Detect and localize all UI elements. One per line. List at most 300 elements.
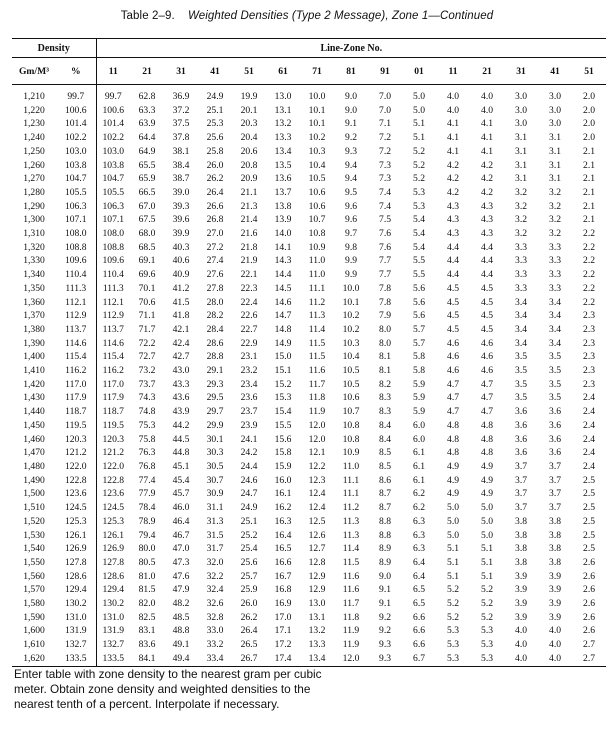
density-cell: 1,420 [23,378,45,390]
zone-column-header: 51 [232,58,266,85]
density-cell: 1,580 [23,598,45,610]
zone-value-cell: 10.6 [308,186,326,198]
table-row [12,652,606,666]
zone-value-cell: 3.7 [515,474,528,486]
zone-value-cell: 16.9 [274,598,292,610]
zone-value-cell: 2.4 [583,419,596,431]
zone-value-cell: 3.3 [515,269,528,281]
zone-value-cell: 4.6 [481,365,494,377]
zone-value-cell: 39.9 [172,228,190,240]
table-row [12,268,606,282]
zone-value-cell: 5.2 [413,159,426,171]
zone-value-cell: 10.4 [342,351,360,363]
zone-value-cell: 2.1 [583,159,596,171]
zone-value-cell: 25.2 [240,529,258,541]
zone-value-cell: 11.1 [342,488,360,500]
zone-value-cell: 4.0 [515,639,528,651]
zone-value-cell: 3.8 [549,529,562,541]
percent-cell: 120.3 [56,433,96,447]
zone-value-cell: 5.3 [413,200,426,212]
zone-value-cell: 13.4 [300,652,334,666]
zone-value-cell: 41.8 [172,310,190,322]
zone-value-cell: 4.9 [447,474,460,486]
zone-value-cell: 4.0 [447,91,460,102]
zone-value-cell: 10.8 [342,419,360,431]
zone-value-cell: 2.2 [583,255,596,267]
zone-value-cell: 10.9 [308,241,326,253]
zone-value-cell: 11.6 [308,365,326,377]
zone-value-cell: 26.6 [206,200,224,212]
zone-value-cell: 7.0 [379,91,392,102]
zone-value-cell: 23.1 [240,351,258,363]
zone-value-cell: 5.1 [481,556,494,568]
zone-value-cell: 29.7 [206,406,224,418]
percent-cell: 127.8 [56,556,96,570]
table-number: Table 2–9. [120,10,175,22]
zone-column-header: 41 [198,58,232,85]
density-cell: 1,610 [23,639,45,651]
percent-cell: 122.8 [56,474,96,488]
density-cell: 1,210 [23,91,45,102]
zone-value-cell: 9.0 [345,104,358,116]
zone-value-cell: 27.8 [206,282,224,294]
percent-cell: 103.0 [56,145,96,159]
density-cell: 1,500 [23,488,45,500]
zone-value-cell: 80.5 [138,556,156,568]
table-row [12,405,606,419]
percent-cell: 99.7 [56,85,96,104]
table-row [12,570,606,584]
zone-value-cell: 16.4 [274,529,292,541]
table-row [12,542,606,556]
zone-value-cell: 3.3 [515,241,528,253]
zone-value-cell: 45.1 [172,460,190,472]
zone-column-header: 31 [504,58,538,85]
zone-value-cell: 48.2 [172,598,190,610]
zone-value-cell: 15.0 [274,351,292,363]
zone-value-cell: 11.5 [308,337,326,349]
zone-value-cell: 117.9 [102,392,124,404]
zone-value-cell: 30.3 [206,447,224,459]
zone-value-cell: 4.5 [447,323,460,335]
zone-value-cell: 20.9 [240,173,258,185]
table-row [12,611,606,625]
density-cell: 1,400 [23,351,45,363]
density-cell: 1,590 [23,611,45,623]
zone-value-cell: 133.5 [96,652,130,666]
zone-value-cell: 41.2 [172,282,190,294]
zone-value-cell: 71.7 [138,323,156,335]
zone-value-cell: 13.3 [274,132,292,144]
density-cell: 1,270 [23,173,45,185]
zone-value-cell: 9.6 [345,200,358,212]
zone-value-cell: 130.2 [102,598,125,610]
zone-value-cell: 12.4 [308,502,326,514]
zone-value-cell: 3.0 [515,104,528,116]
zone-value-cell: 2.5 [583,543,596,555]
zone-value-cell: 6.6 [413,639,426,651]
zone-value-cell: 26.2 [240,611,258,623]
zone-value-cell: 3.7 [549,460,562,472]
zone-value-cell: 78.9 [138,515,156,527]
zone-value-cell: 7.4 [379,186,392,198]
zone-value-cell: 6.1 [413,447,426,459]
zone-value-cell: 122.8 [102,474,125,486]
zone-value-cell: 5.2 [481,584,494,596]
zone-value-cell: 5.1 [481,570,494,582]
table-title [0,10,614,22]
zone-value-cell: 120.3 [102,433,125,445]
zone-value-cell: 4.4 [481,255,494,267]
zone-value-cell: 114.6 [102,337,124,349]
zone-value-cell: 4.2 [481,173,494,185]
zone-value-cell: 4.4 [447,255,460,267]
zone-value-cell: 3.1 [549,145,562,157]
zone-value-cell: 48.5 [172,611,190,623]
zone-value-cell: 71.1 [138,310,156,322]
zone-value-cell: 32.2 [206,570,224,582]
zone-value-cell: 36.9 [172,91,190,102]
zone-value-cell: 8.6 [379,474,392,486]
zone-value-cell: 10.1 [308,118,326,130]
zone-value-cell: 23.7 [240,406,258,418]
zone-value-cell: 3.9 [515,570,528,582]
table-body [12,85,606,667]
zone-value-cell: 2.2 [583,282,596,294]
zone-value-cell: 3.8 [515,529,528,541]
zone-value-cell: 8.0 [379,323,392,335]
table-row [12,337,606,351]
zone-value-cell: 106.3 [102,200,125,212]
zone-value-cell: 4.4 [447,269,460,281]
zone-value-cell: 2.6 [583,611,596,623]
zone-value-cell: 4.0 [447,104,460,116]
zone-value-cell: 13.4 [274,145,292,157]
zone-value-cell: 11.9 [308,406,326,418]
zone-value-cell: 6.3 [413,529,426,541]
zone-value-cell: 7.2 [379,145,392,157]
zone-value-cell: 4.7 [481,392,494,404]
zone-value-cell: 5.1 [447,543,460,555]
zone-value-cell: 19.9 [240,91,258,102]
density-cell: 1,390 [23,337,45,349]
zone-value-cell: 30.7 [206,474,224,486]
zone-value-cell: 3.1 [549,173,562,185]
table-row [12,597,606,611]
zone-value-cell: 9.9 [345,269,358,281]
zone-value-cell: 3.0 [549,104,562,116]
zone-value-cell: 72.2 [138,337,156,349]
zone-value-cell: 15.3 [274,392,292,404]
zone-value-cell: 5.6 [413,296,426,308]
zone-value-cell: 46.4 [172,515,190,527]
zone-value-cell: 9.4 [345,173,358,185]
density-cell: 1,370 [23,310,45,322]
zone-value-cell: 3.3 [515,255,528,267]
zone-value-cell: 2.2 [583,269,596,281]
zone-value-cell: 13.6 [274,173,292,185]
zone-value-cell: 13.0 [308,598,326,610]
zone-value-cell: 3.3 [515,282,528,294]
zone-value-cell: 65.5 [138,159,156,171]
zone-value-cell: 38.7 [172,173,190,185]
percent-cell: 101.4 [56,117,96,131]
zone-value-cell: 12.9 [308,570,326,582]
zone-value-cell: 6.5 [413,584,426,596]
zone-value-cell: 9.8 [345,241,358,253]
zone-value-cell: 22.3 [240,282,258,294]
zone-value-cell: 3.0 [549,118,562,130]
zone-value-cell: 16.5 [274,543,292,555]
zone-value-cell: 4.8 [447,433,460,445]
zone-value-cell: 8.8 [379,515,392,527]
zone-value-cell: 131.0 [102,611,125,623]
zone-value-cell: 3.6 [515,406,528,418]
zone-value-cell: 4.0 [549,625,562,637]
table-caption: Weighted Densities (Type 2 Message), Zone 1—Continued [187,10,494,22]
percent-cell: 112.9 [56,309,96,323]
zone-value-cell: 4.4 [481,269,494,281]
zone-value-cell: 2.2 [583,241,596,253]
zone-value-cell: 8.7 [379,502,392,514]
zone-value-cell: 4.5 [447,310,460,322]
zone-value-cell: 5.2 [447,611,460,623]
percent-cell: 106.3 [56,200,96,214]
zone-value-cell: 7.6 [379,228,392,240]
zone-value-cell: 64.9 [138,145,156,157]
zone-value-cell: 2.1 [583,186,596,198]
zone-value-cell: 73.2 [138,365,156,377]
zone-value-cell: 11.1 [308,282,326,294]
zone-value-cell: 21.1 [240,186,258,198]
zone-value-cell: 43.6 [172,392,190,404]
zone-value-cell: 3.1 [515,173,528,185]
zone-value-cell: 7.8 [379,296,392,308]
zone-value-cell: 69.6 [138,269,156,281]
zone-value-cell: 3.7 [549,474,562,486]
density-cell: 1,220 [23,104,45,116]
zone-value-cell: 6.3 [413,543,426,555]
zone-value-cell: 5.9 [413,378,426,390]
zone-value-cell: 7.9 [379,310,392,322]
zone-value-cell: 7.3 [379,173,392,185]
zone-value-cell: 15.8 [274,447,292,459]
zone-value-cell: 112.1 [102,296,124,308]
zone-value-cell: 4.1 [447,118,460,130]
zone-value-cell: 3.0 [549,91,562,102]
zone-value-cell: 6.0 [413,433,426,445]
zone-value-cell: 119.5 [102,419,124,431]
zone-value-cell: 9.1 [379,584,392,596]
zone-value-cell: 100.6 [102,104,125,116]
zone-value-cell: 15.2 [274,378,292,390]
zone-value-cell: 4.1 [481,118,494,130]
density-cell: 1,460 [23,433,45,445]
zone-value-cell: 14.3 [274,255,292,267]
zone-value-cell: 20.6 [240,145,258,157]
zone-value-cell: 11.8 [342,611,360,623]
zone-value-cell: 27.0 [206,228,224,240]
table-row [12,131,606,145]
percent-cell: 118.7 [56,405,96,419]
percent-cell: 130.2 [56,597,96,611]
zone-value-cell: 76.3 [138,447,156,459]
zone-value-cell: 11.9 [342,639,360,651]
table-row [12,241,606,255]
zone-value-cell: 8.9 [379,543,392,555]
zone-value-cell: 15.4 [274,406,292,418]
zone-value-cell: 9.2 [379,611,392,623]
table-row [12,391,606,405]
zone-value-cell: 2.5 [583,474,596,486]
zone-value-cell: 3.4 [515,337,528,349]
zone-value-cell: 2.6 [583,570,596,582]
zone-value-cell: 7.2 [379,132,392,144]
percent-cell: 128.6 [56,570,96,584]
zone-value-cell: 2.7 [572,652,606,666]
zone-value-cell: 3.1 [549,132,562,144]
zone-value-cell: 15.6 [274,433,292,445]
density-column-header: Gm/M³ [12,58,56,85]
zone-value-cell: 4.5 [481,323,494,335]
zone-value-cell: 102.2 [102,132,125,144]
zone-value-cell: 20.4 [240,132,258,144]
zone-value-cell: 82.5 [138,611,156,623]
zone-value-cell: 4.7 [447,406,460,418]
zone-value-cell: 25.3 [206,118,224,130]
zone-value-cell: 16.3 [274,515,292,527]
zone-value-cell: 5.1 [481,543,494,555]
zone-value-cell: 47.9 [172,584,190,596]
density-cell: 1,600 [23,625,45,637]
zone-value-cell: 9.3 [368,652,402,666]
zone-value-cell: 5.3 [447,625,460,637]
zone-value-cell: 11.1 [342,474,360,486]
zone-value-cell: 8.5 [379,460,392,472]
zone-value-cell: 2.1 [583,173,596,185]
zone-value-cell: 3.0 [515,118,528,130]
zone-value-cell: 16.1 [274,488,292,500]
zone-value-cell: 40.3 [172,241,190,253]
zone-value-cell: 122.0 [102,460,125,472]
zone-value-cell: 4.0 [549,639,562,651]
zone-value-cell: 4.3 [447,228,460,240]
zone-value-cell: 4.4 [481,241,494,253]
zone-value-cell: 6.0 [413,419,426,431]
zone-value-cell: 4.2 [481,159,494,171]
zone-value-cell: 3.1 [515,159,528,171]
zone-value-cell: 129.4 [102,584,125,596]
zone-value-cell: 2.3 [583,337,596,349]
zone-value-cell: 123.6 [102,488,125,500]
zone-value-cell: 5.0 [481,529,494,541]
zone-value-cell: 126.9 [102,543,125,555]
zone-value-cell: 3.5 [515,365,528,377]
zone-value-cell: 9.5 [345,186,358,198]
percent-cell: 108.0 [56,227,96,241]
zone-value-cell: 5.0 [481,515,494,527]
zone-value-cell: 5.8 [413,365,426,377]
density-cell: 1,330 [23,255,45,267]
zone-value-cell: 101.4 [102,118,125,130]
zone-value-cell: 3.2 [515,200,528,212]
percent-cell: 117.9 [56,391,96,405]
zone-value-cell: 2.5 [583,529,596,541]
zone-value-cell: 5.4 [413,228,426,240]
zone-value-cell: 49.1 [172,639,190,651]
zone-value-cell: 3.1 [515,132,528,144]
zone-value-cell: 9.3 [345,145,358,157]
zone-value-cell: 4.9 [481,488,494,500]
zone-value-cell: 4.9 [481,474,494,486]
zone-value-cell: 21.4 [240,214,258,226]
percent-cell: 131.9 [56,624,96,638]
zone-value-cell: 22.1 [240,269,258,281]
zone-value-cell: 29.1 [206,365,224,377]
percent-cell: 132.7 [56,638,96,652]
zone-value-cell: 6.6 [413,625,426,637]
zone-value-cell: 72.7 [138,351,156,363]
zone-value-cell: 3.8 [549,556,562,568]
zone-value-cell: 9.2 [379,625,392,637]
zone-value-cell: 68.0 [138,228,156,240]
percent-cell: 119.5 [56,419,96,433]
percent-cell: 109.6 [56,254,96,268]
zone-value-cell: 21.6 [240,228,258,240]
zone-value-cell: 65.9 [138,173,156,185]
zone-value-cell: 8.1 [379,351,392,363]
table-row [12,309,606,323]
percent-cell: 116.2 [56,364,96,378]
zone-value-cell: 131.9 [102,625,125,637]
zone-value-cell: 3.6 [549,419,562,431]
zone-value-cell: 2.3 [583,310,596,322]
zone-value-cell: 45.4 [172,474,190,486]
zone-value-cell: 25.9 [240,584,258,596]
zone-value-cell: 33.2 [206,639,224,651]
zone-value-cell: 42.4 [172,337,190,349]
zone-value-cell: 10.4 [308,159,326,171]
zone-value-cell: 12.1 [308,447,326,459]
zone-value-cell: 15.1 [274,365,292,377]
zone-value-cell: 5.1 [447,570,460,582]
zone-value-cell: 3.2 [515,228,528,240]
zone-value-cell: 113.7 [102,323,124,335]
zone-value-cell: 3.0 [515,91,528,102]
table-row [12,515,606,529]
density-cell: 1,260 [23,159,45,171]
zone-value-cell: 2.4 [583,433,596,445]
zone-value-cell: 3.4 [549,310,562,322]
zone-value-cell: 38.1 [172,145,190,157]
zone-value-cell: 9.7 [345,228,358,240]
zone-value-cell: 25.7 [240,570,258,582]
zone-value-cell: 4.3 [481,200,494,212]
zone-value-cell: 9.9 [345,255,358,267]
zone-value-cell: 6.2 [413,488,426,500]
table-row [12,487,606,501]
zone-value-cell: 5.4 [413,241,426,253]
zone-value-cell: 4.9 [447,460,460,472]
zone-value-cell: 16.8 [274,584,292,596]
zone-value-cell: 4.1 [481,145,494,157]
zone-value-cell: 8.0 [379,337,392,349]
zone-value-cell: 29.3 [206,378,224,390]
zone-value-cell: 3.9 [549,584,562,596]
zone-value-cell: 3.6 [549,406,562,418]
zone-value-cell: 47.6 [172,570,190,582]
zone-value-cell: 2.3 [583,378,596,390]
